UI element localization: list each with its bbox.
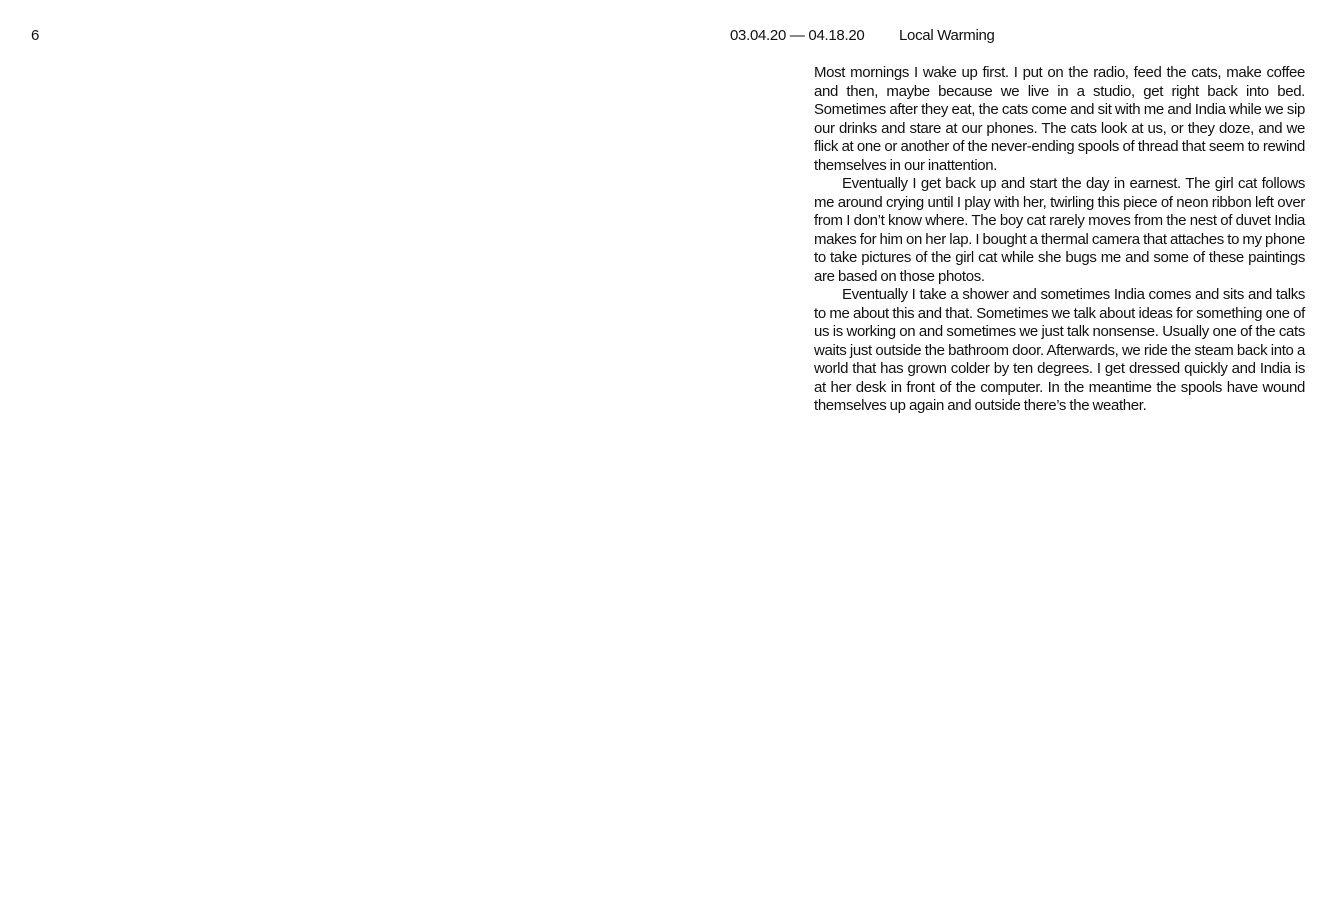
- body-text-column: [814, 64, 1305, 416]
- exhibition-title: Local Warming: [899, 27, 995, 44]
- paragraph: Most mornings I wake up first. I put on the radio, feed the cats, make coffee and then, maybe because we live in a studio, get right back into bed. Sometimes after they eat, the cats come and sit with me and India while we sip our drinks and stare at our phones. The cats look at us, or they doze, and we flick at one or another of the never-ending spools of thread that seem to rewind themselves in our inattention.: [814, 64, 1305, 174]
- date-range: 03.04.20 — 04.18.20: [730, 27, 865, 44]
- paragraph: Eventually I get back up and start the day in earnest. The girl cat follows me around crying until I play with her, twirling this piece of neon ribbon left over from I don’t know where. The boy cat rarely moves from the nest of duvet India makes for him on her lap. I bought a thermal camera that attaches to my phone to take pictures of the girl cat while she bugs me and some of these paintings are based on those photos.: [814, 175, 1305, 285]
- paragraph: Eventually I take a shower and sometimes India comes and sits and talks to me about this and that. Sometimes we talk about ideas for something one of us is working on and sometimes we just talk nonsense. Usually one of the cats waits just outside the bathroom door. Afterwards, we ride the steam back into a world that has grown colder by ten degrees. I get dressed quickly and India is at her desk in front of the computer. In the meantime the spools have wound themselves up again and outside there’s the weather.: [814, 286, 1305, 414]
- page-number: 6: [31, 27, 40, 44]
